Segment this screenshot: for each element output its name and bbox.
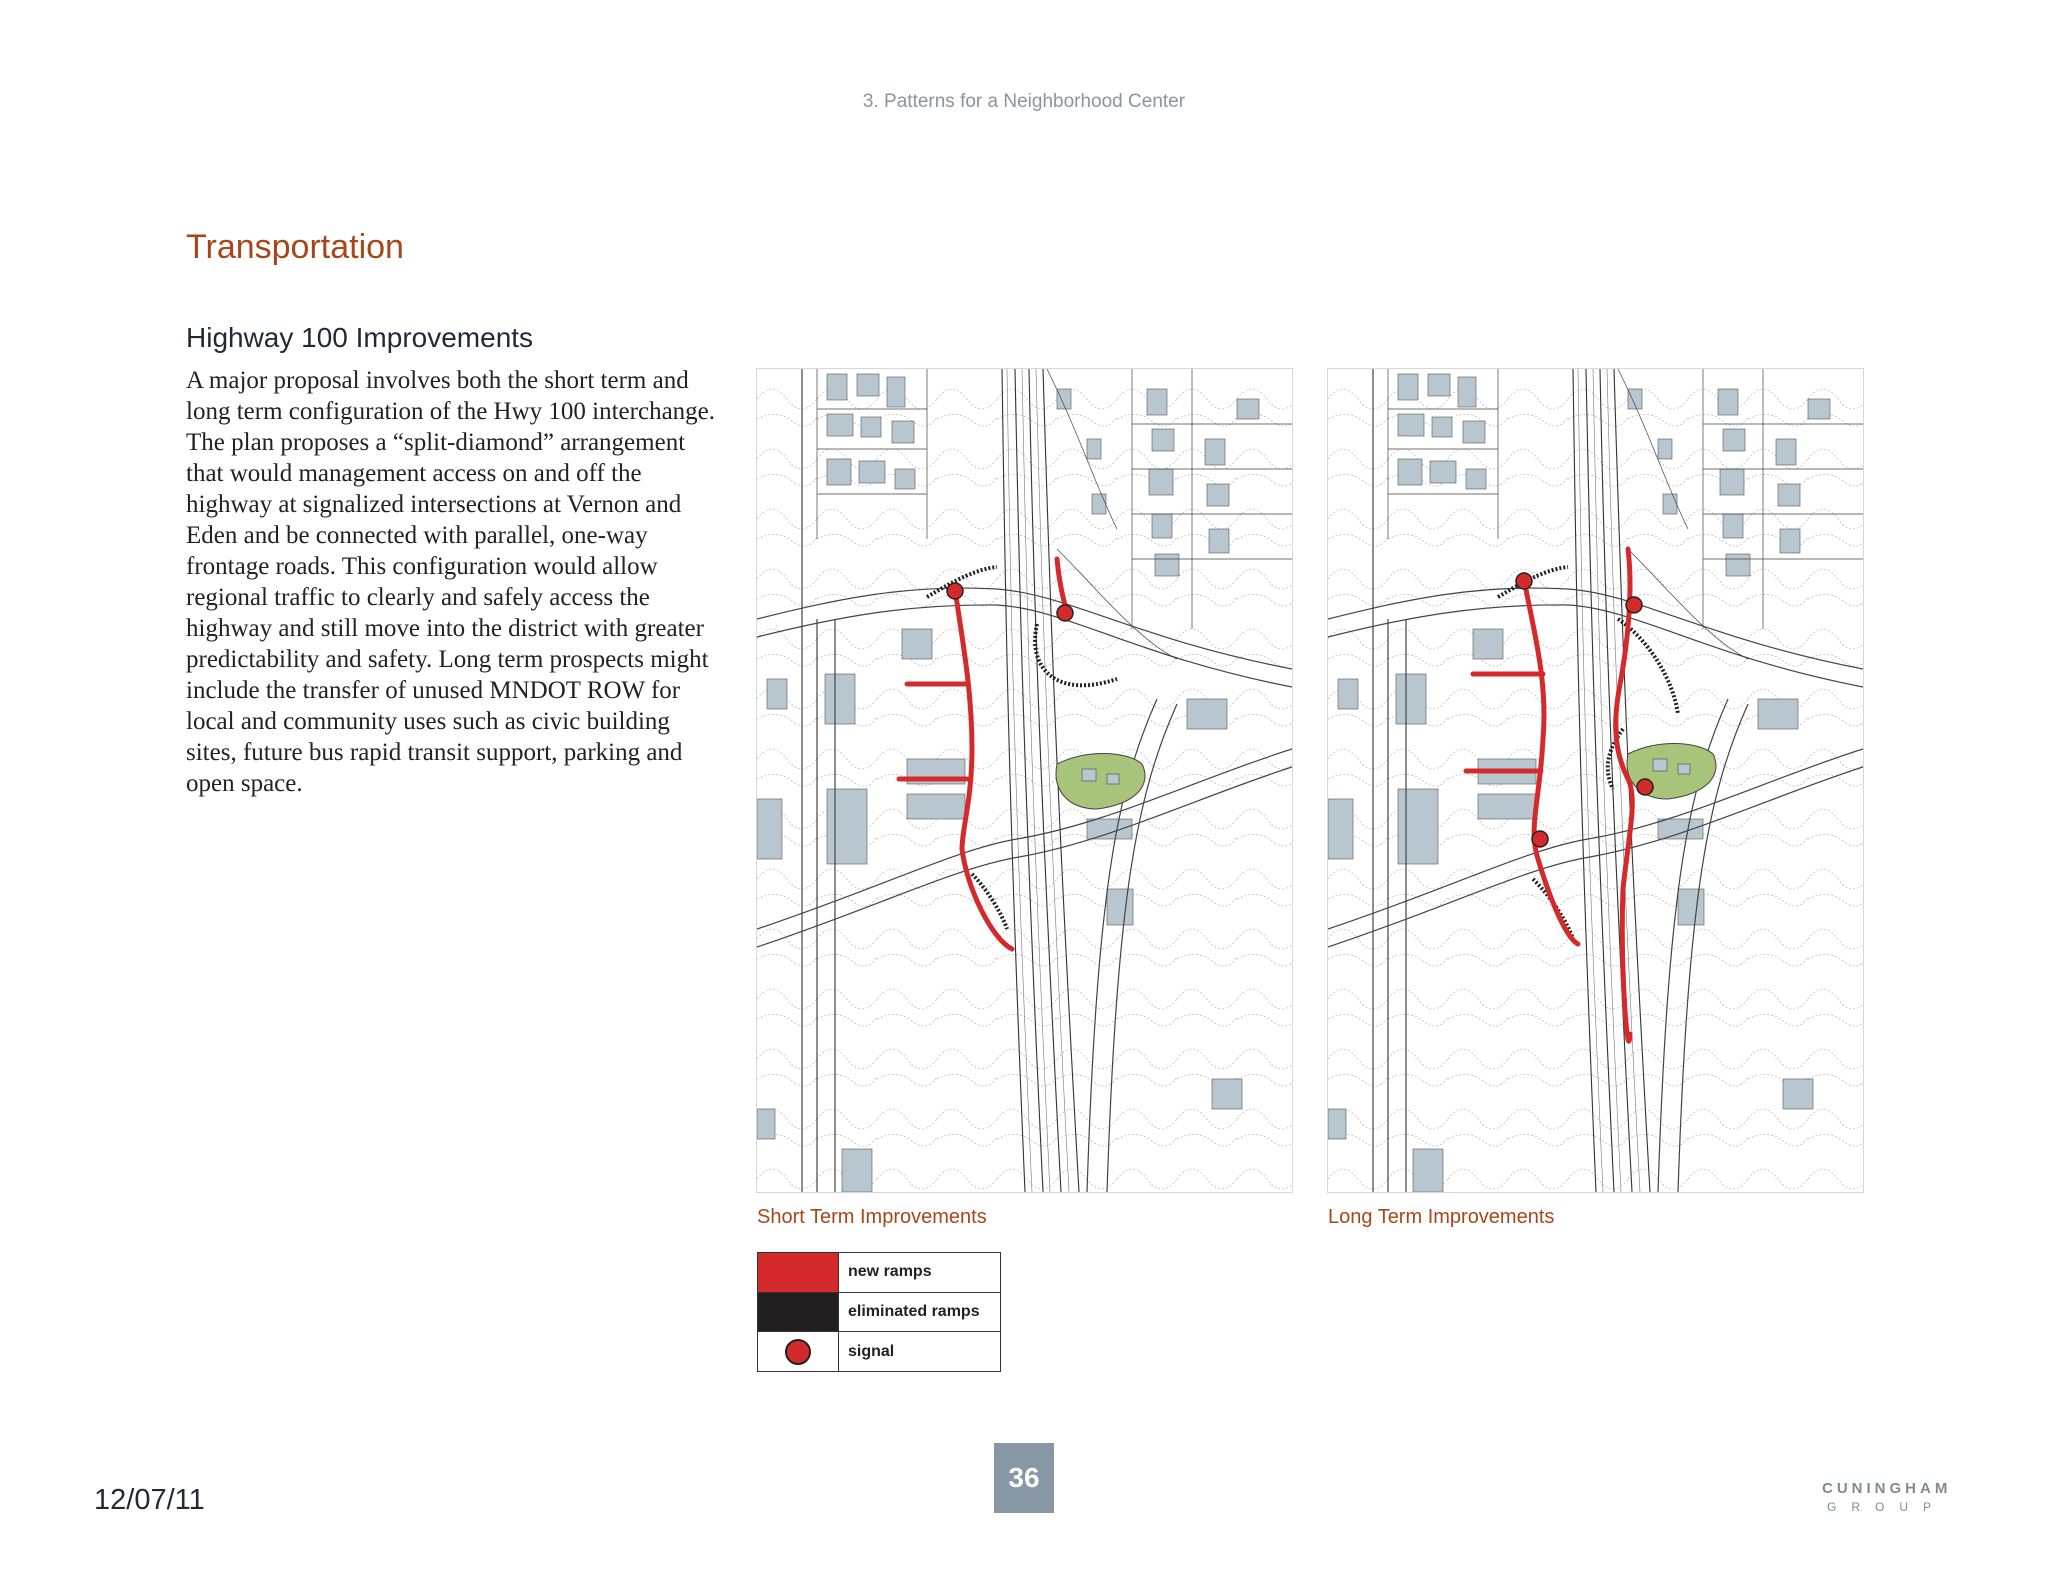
document-date: 12/07/11 xyxy=(94,1484,205,1516)
short-term-map-drawing xyxy=(757,369,1292,1192)
long-term-map-drawing xyxy=(1328,369,1863,1192)
map-legend xyxy=(757,1252,1001,1372)
subsection-title: Highway 100 Improvements xyxy=(186,322,534,353)
legend-row-signal xyxy=(758,1332,1001,1372)
running-header: 3. Patterns for a Neighborhood Center xyxy=(862,91,1186,112)
legend-row-new-ramps xyxy=(758,1253,1001,1293)
new-ramps-swatch xyxy=(758,1253,839,1293)
page-number: 36 xyxy=(994,1443,1054,1513)
body-paragraph: A major proposal involves both the short term and long term configuration of the Hwy 100 interchange. The plan proposes a “split-diamond” arrangement that would management access on and off the highway at signalized intersections at Vernon and Eden and be connected with parallel, one-way frontage roads. This configuration would allow regional traffic to clearly and safely access the highway and still move into the district with greater predictability and safety. Long term prospects might include the transfer of unused MNDOT ROW for local and community uses such as civic building sites, future bus rapid transit support, parking and open space. xyxy=(186,367,716,797)
long-term-caption: Long Term Improvements xyxy=(1328,1206,1555,1228)
eliminated-ramps-swatch xyxy=(758,1292,839,1332)
legend-label: signal xyxy=(839,1332,1001,1372)
short-term-caption: Short Term Improvements xyxy=(757,1206,987,1228)
short-term-map xyxy=(756,368,1293,1193)
long-term-map xyxy=(1327,368,1864,1193)
company-logo: CUNINGHAM xyxy=(1822,1480,1952,1497)
legend-label: eliminated ramps xyxy=(839,1292,1001,1332)
company-logo-subtitle: GROUP xyxy=(1826,1500,1946,1514)
legend-label: new ramps xyxy=(839,1253,1001,1293)
signal-swatch xyxy=(758,1332,839,1372)
section-title: Transportation xyxy=(186,228,404,266)
signal-dot-icon xyxy=(785,1339,811,1365)
legend-row-eliminated-ramps xyxy=(758,1292,1001,1332)
